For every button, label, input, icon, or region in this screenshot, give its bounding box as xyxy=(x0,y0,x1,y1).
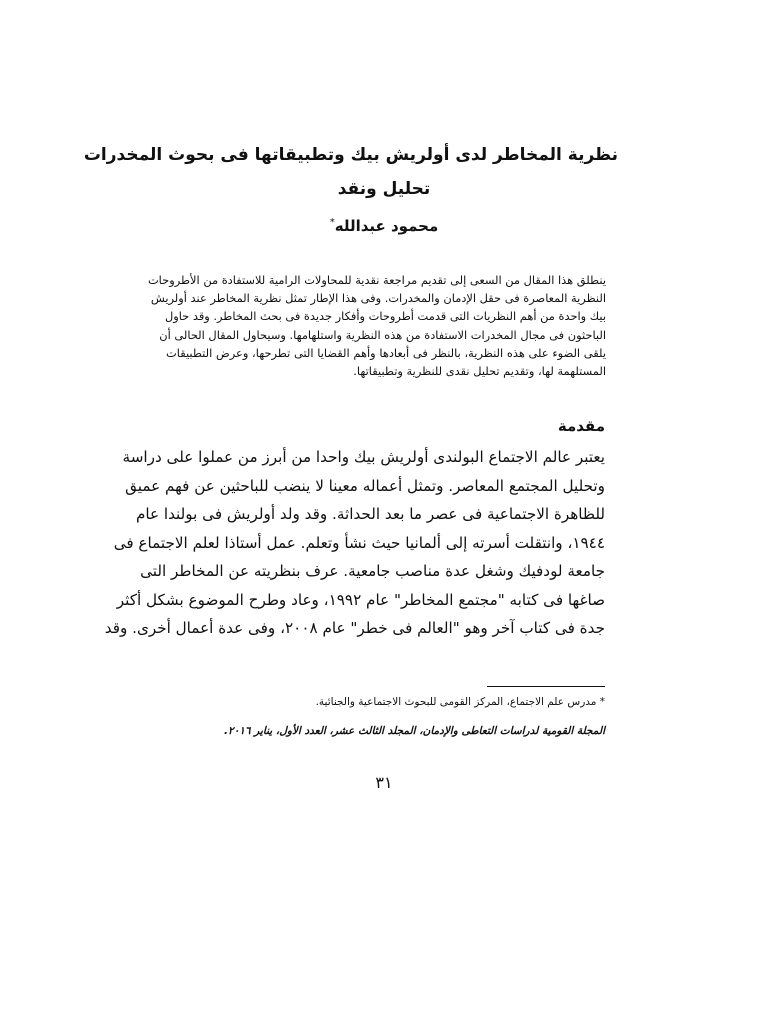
journal-reference: المجلة القومية لدراسات التعاطى والإدمان، المجلد الثالث عشر، العدد الأول، يناير ٢٠١٦. xyxy=(223,725,605,737)
article-title: نظرية المخاطر لدى أولريش بيك وتطبيقاتها فى بحوث المخدرات xyxy=(83,145,618,165)
abstract-line: النظرية المعاصرة فى حقل الإدمان والمخدرات. وفى هذا الإطار تمثل نظرية المخاطر عند أولريش xyxy=(150,291,606,306)
author-footnote-mark: * xyxy=(329,217,335,228)
footnote-mark: * xyxy=(599,696,605,708)
article-subtitle: تحليل ونقد xyxy=(337,179,431,199)
body-line: جامعة لودفيك وشغل عدة مناصب جامعية. عرف بنظريته عن المخاطر التى xyxy=(140,562,605,580)
body-line: وتحليل المجتمع المعاصر. وتمثل أعماله معينا لا ينضب للباحثين عن فهم عميق xyxy=(125,476,605,495)
section-body xyxy=(104,443,605,643)
body-line: جدة فى كتاب آخر وهو "العالم فى خطر" عام ٢٠٠٨، وفى عدة أعمال أخرى. وقد xyxy=(104,619,605,637)
page-number: ٣١ xyxy=(375,773,393,792)
abstract-line: يلقى الضوء على هذه النظرية، بالنظر فى أبعادها وأهم القضايا التى تطرحها، وعرض التطبيقات xyxy=(166,345,606,360)
author-name-text: محمود عبدالله xyxy=(334,217,439,235)
abstract-line: ينطلق هذا المقال من السعى إلى تقديم مراجعة نقدية للمحاولات الرامية للاستفادة من الأطروحات xyxy=(147,273,606,287)
section-heading: مقدمة xyxy=(557,417,605,435)
abstract-line: بيك واحدة من أهم النظريات التى قدمت أطروحات وأفكار جديدة فى بحث المخاطر. وقد حاول xyxy=(164,309,606,324)
body-line: ١٩٤٤، وانتقلت أسرته إلى ألمانيا حيث نشأ وتعلم. عمل أستاذا لعلم الاجتماع فى xyxy=(113,533,605,552)
body-line: للظاهرة الاجتماعية فى عصر ما بعد الحداثة. وقد ولد أولريش فى بولندا عام xyxy=(135,505,605,523)
footnote-divider xyxy=(487,686,605,687)
footnote-text: مدرس علم الاجتماع، المركز القومى للبحوث الاجتماعية والجنائية. xyxy=(315,696,597,708)
author-name xyxy=(150,212,618,237)
footnote xyxy=(316,694,605,710)
body-line: صاغها فى كتابه "مجتمع المخاطر" عام ١٩٩٢، وعاد وطرح الموضوع بشكل أكثر xyxy=(116,590,605,609)
abstract xyxy=(147,271,606,380)
abstract-line: الباحثون فى مجال المخدرات الاستفادة من هذه النظرية واستلهامها. وسيحاول المقال الحالى أن xyxy=(159,327,606,342)
abstract-line: المستلهمة لها، وتقديم تحليل نقدى للنظرية وتطبيقاتها. xyxy=(353,364,606,379)
body-line: يعتبر عالم الاجتماع البولندى أولريش بيك واحدا من أبرز من عملوا على دراسة xyxy=(122,448,605,466)
